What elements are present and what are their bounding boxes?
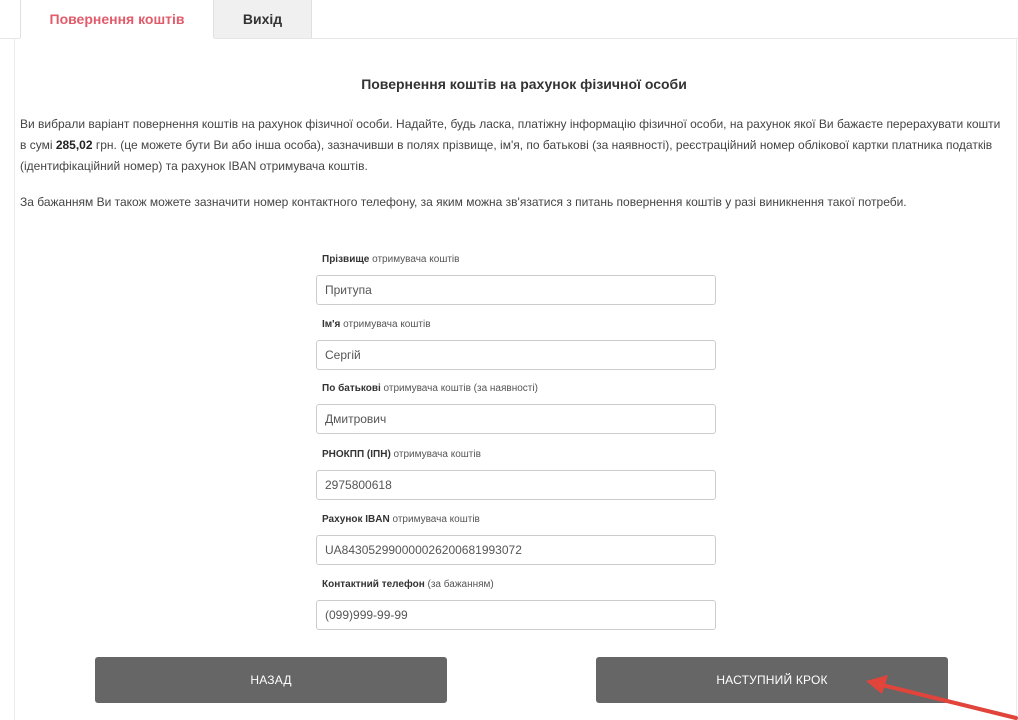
tax-id-input[interactable] (316, 470, 716, 500)
back-button[interactable]: НАЗАД (95, 657, 447, 703)
tab-refund[interactable]: Повернення коштів (20, 0, 214, 38)
phone-input[interactable] (316, 600, 716, 630)
intro-text-part1: Ви вибрали варіант повернення коштів на рахунок фізичної особи. Надайте, будь ласка, платіжну інформацію фізичної особи, на рахунок якої Ви бажаєте перерахувати кошти в сумі (20, 117, 1001, 152)
patronymic-input[interactable] (316, 404, 716, 434)
patronymic-label-bold: По батькові (322, 383, 381, 394)
tab-bar (0, 0, 1018, 38)
intro-text-part2: грн. (це можете бути Ви або інша особа), зазначивши в полях прізвище, ім'я, по батькові (за наявності), реєстраційний номер облікової картки платника податків (ідентифікаційний номер) та рахунок IBAN отримувача коштів. (20, 138, 993, 173)
surname-input[interactable] (316, 275, 716, 305)
patronymic-label (322, 383, 538, 394)
surname-label-bold: Прізвище (322, 254, 370, 265)
phone-note-text: За бажанням Ви також можете зазначити номер контактного телефону, за яким можна зв'язатися з питань повернення коштів у разі виникнення такої потреби. (20, 195, 907, 209)
tab-exit[interactable]: Вихід (214, 0, 312, 38)
name-label-rest: отримувача коштів (340, 319, 431, 330)
panel-border (1016, 38, 1017, 720)
iban-label-bold: Рахунок IBAN (322, 514, 390, 525)
surname-label-rest: отримувача коштів (369, 254, 460, 265)
tab-divider (0, 38, 20, 39)
name-label (322, 319, 431, 330)
patronymic-label-rest: отримувача коштів (за наявності) (380, 383, 538, 394)
iban-input[interactable] (316, 535, 716, 565)
phone-label-bold: Контактний телефон (322, 579, 425, 590)
iban-label-rest: отримувача коштів (389, 514, 480, 525)
iban-label (322, 514, 480, 525)
name-label-bold: Ім'я (322, 319, 341, 330)
tab-divider (214, 38, 1018, 39)
tax-id-label (322, 449, 481, 460)
phone-label-rest: (за бажанням) (424, 579, 494, 590)
phone-label (322, 579, 494, 590)
refund-amount: 285,02 (55, 138, 93, 152)
surname-label (322, 254, 459, 265)
tax-id-label-bold: РНОКПП (ІПН) (322, 449, 391, 460)
panel-border (14, 38, 15, 720)
name-input[interactable] (316, 340, 716, 370)
page-title: Повернення коштів на рахунок фізичної особи (361, 76, 687, 92)
tax-id-label-rest: отримувача коштів (390, 449, 481, 460)
next-step-button[interactable]: НАСТУПНИЙ КРОК (596, 657, 948, 703)
intro-text (20, 114, 1005, 177)
